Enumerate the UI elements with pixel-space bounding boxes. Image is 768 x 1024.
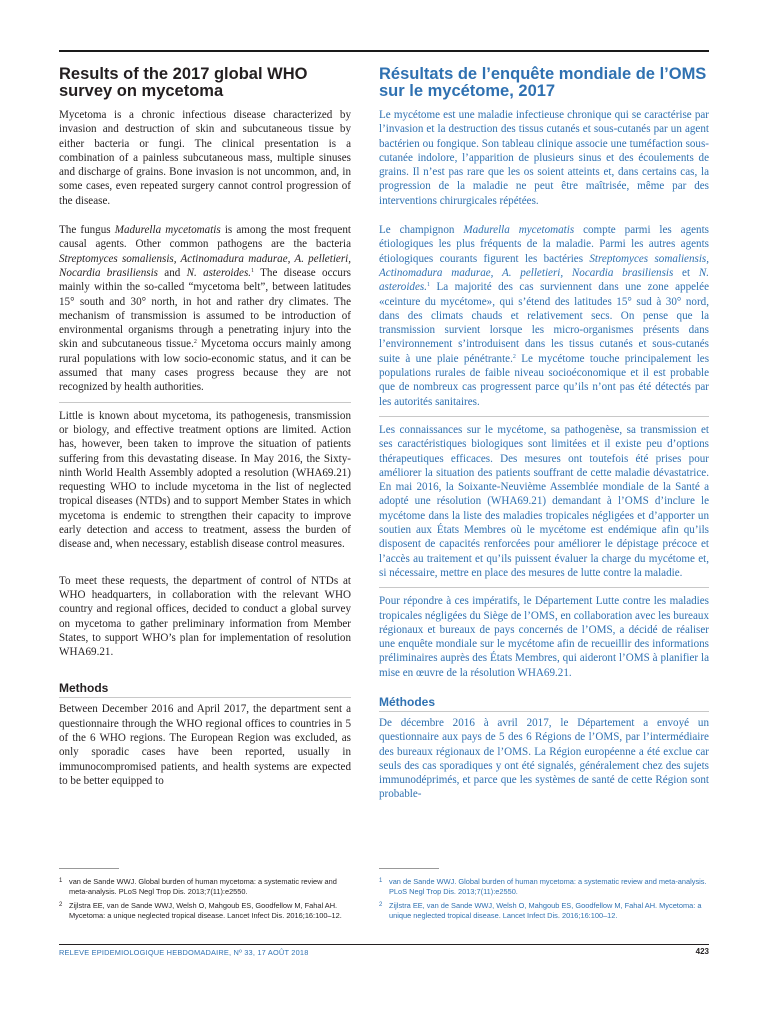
paragraph-en-2: The fungus Madurella mycetomatis is among the most frequent causal agents. Other common pathogens are the bacteria Streptomyces somaliensis, Actinomadura madurae, A. pelletieri, Nocardia brasiliensis and N. asteroides.$^1$ The disease occurs mainly within the so-called “mycetoma belt”, between latitudes 15° south and 30° north, in hot and rather dry climates. The mechanism of transmission is assumed to be introduction of environmental organisms through a penetrating injury into the skin and subcutaneous tissue.$^2$ Mycetoma occurs mainly among rural populations with low socio-economic status, and it can be assumed that many cases progress because they are not recognized by health authorities.	[59, 224, 351, 394]
heading-divider	[379, 711, 709, 712]
page-number: 423	[695, 947, 709, 956]
paragraph-en-5: Between December 2016 and April 2017, the department sent a questionnaire through the WHO regional offices to countries in 5 of the 6 WHO regions. The European Region was excluded, as only sporadic cases have been reported, usually in immunocompromised patients, and health systems are expected to be better equipped to	[59, 703, 351, 787]
english-column	[59, 66, 351, 788]
paragraph-fr-2: Le champignon Madurella mycetomatis compte parmi les agents étiologiques les plus fréquents de la maladie. Parmi les autres agents étiologiques courants figurent les bactéries Streptomyces somaliensis, Actinomadura madurae, A. pelletieri, Nocardia brasiliensis et N. asteroides.$^1$ La majorité des cas surviennent dans une zone appelée «ceinture du mycétome», qui s’étend des latitudes 15° sud à 30° nord, dans des climats chauds et relativement secs. On pense que la transmission survient lorsque les micro-organismes présents dans l’environnement s’introduisent dans les tissus cutanés et sous-cutanés suite à une plaie pénétrante.$^2$ Le mycétome touche principalement les populations rurales de faible niveau socioéconomique et il est probable que de nombreux cas progressent parce qu’ils n’ont pas été détectés par les autorités sanitaires.	[379, 224, 710, 408]
footnote-ref-1: 1	[426, 282, 430, 289]
paragraph-divider	[379, 587, 709, 588]
methods-heading-fr: Méthodes	[379, 694, 436, 709]
methods-heading-en: Methods	[59, 681, 109, 696]
paragraph-en-3: Little is known about mycetoma, its pathogenesis, transmission or biology, and effective treatment options are limited. Action has, however, been taken to improve the situation of patients suffering from this devastating disease. In May 2016, the Sixty-ninth World Health Assembly adopted a resolution (WHA69.21) requesting WHO to include mycetoma in the list of neglected tropical diseases (NTDs) and to support Member States in which mycetoma is endemic to strengthen their capacity to improve early detection and access to treatment, assess the burden of disease and, when necessary, establish disease control measures.	[59, 409, 351, 551]
heading-divider	[59, 697, 351, 698]
footnote-number: 2	[379, 902, 383, 908]
paragraph-fr-5: De décembre 2016 à avril 2017, le Département a envoyé un questionnaire aux pays de 5 des 6 Régions de l’OMS, par l’intermédiaire des bureaux régionaux de l’OMS. La Région européenne a été exclue car seuls des cas sporadiques y ont été signalés, généralement chez des sujets immunodéprimés, et parce que les systèmes de santé de cette Région sont probable-	[379, 716, 709, 801]
footnote-item	[59, 877, 351, 896]
journal-name: RELEVE EPIDEMIOLOGIQUE HEBDOMADAIRE, Nº 33, 17 AOÛT 2018	[59, 948, 309, 957]
footnote-number: 2	[59, 902, 63, 908]
footnote-text: van de Sande WWJ. Global burden of human mycetoma: a systematic review and meta-analysis. PLoS Negl Trop Dis. 2013;7(11):e2550.	[69, 877, 337, 896]
article-title-en: Results of the 2017 global WHO survey on mycetoma	[59, 65, 308, 100]
footnote-text: Zijlstra EE, van de Sande WWJ, Welsh O, Mahgoub ES, Goodfellow M, Fahal AH. Mycetoma: a unique neglected tropical disease. Lancet Infect Dis. 2016;16:100–12.	[69, 901, 342, 920]
footer-rule	[59, 944, 709, 945]
footnotes-en	[59, 868, 351, 925]
french-column	[379, 66, 709, 802]
footnote-item	[379, 901, 709, 920]
top-rule	[59, 50, 709, 52]
footnote-ref-2: 2	[512, 353, 516, 360]
footnote-text: Zijlstra EE, van de Sande WWJ, Welsh O, Mahgoub ES, Goodfellow M, Fahal AH. Mycetoma: a unique neglected tropical disease. Lancet Infect Dis. 2016;16:100–12.	[389, 901, 702, 920]
article-title-fr: Résultats de l’enquête mondiale de l’OMS sur le mycétome, 2017	[379, 65, 707, 100]
footnote-ref-1: 1	[251, 267, 255, 274]
footnote-item	[379, 877, 709, 896]
footnote-rule	[59, 868, 119, 869]
paragraph-fr-1: Le mycétome est une maladie infectieuse chronique qui se caractérise par l’invasion et la destruction des tissus cutanés et sous-cutanés par un agent bactérien ou fongique. Son tableau clinique associe une tuméfaction sous-cutanée indolore, l’apparition de plusieurs sinus et des écoulements de grains. Il n’est pas rare que les os soient atteints et, dans certains cas, la progression de la maladie ne peut être maîtrisée, même par des interventions chirurgicales répétées.	[379, 109, 709, 207]
paragraph-divider	[379, 416, 709, 417]
footnotes-fr	[379, 868, 709, 925]
paragraph-en-1: Mycetoma is a chronic infectious disease characterized by invasion and destruction of skin and subcutaneous tissue by either bacteria or fungi. The clinical presentation is a combination of a painless subcutaneous mass, multiple sinuses and discharge of grains. Bone invasion is not uncommon, and, in some cases, even repeated surgery cannot control progression of the disease.	[59, 109, 351, 207]
footnote-ref-2: 2	[193, 339, 197, 346]
footnote-text: van de Sande WWJ. Global burden of human mycetoma: a systematic review and meta-analysis. PLoS Negl Trop Dis. 2013;7(11):e2550.	[389, 877, 707, 896]
paragraph-divider	[59, 402, 351, 403]
footnote-number: 1	[59, 878, 63, 884]
paragraph-fr-3: Les connaissances sur le mycétome, sa pathogenèse, sa transmission et ses caractéristiques biologiques sont limitées et il existe peu d’options thérapeutiques efficaces. Des mesures ont toutefois été prises pour améliorer la situation des patients souffrant de cette maladie dévastatrice. En mai 2016, la Soixante-Neuvième Assemblée mondiale de la Santé a adopté une résolution (WHA69.21) demandant à l’OMS d’inclure le mycétome dans la liste des maladies tropicales négligées et d’apporter un soutien aux États Membres où le mycétome est endémique afin qu’ils disposent de capacités renforcées pour améliorer le dépistage précoce et l’accès au traitement et qu’ils puissent évaluer la charge du mycétome et, si nécessaire, mettre en place des mesures de lutte contre la maladie.	[379, 423, 709, 579]
paragraph-en-4: To meet these requests, the department of control of NTDs at WHO headquarters, in collaboration with the relevant WHO country and regional offices, decided to conduct a global survey on mycetoma to gather preliminary information from Member States, to support WHO’s plan for implementation of resolution WHA69.21.	[59, 574, 351, 659]
paragraph-fr-4: Pour répondre à ces impératifs, le Département Lutte contre les maladies tropicales négligées du Siège de l’OMS, en collaboration avec les bureaux régionaux et bureaux de pays concernés de l’OMS, a décidé de réaliser une enquête mondiale sur le mycétome afin de recueillir des informations préliminaires auprès des États Membres, qui aideront l’OMS à planifier la mise en œuvre de la résolution WHA69.21.	[379, 595, 709, 679]
footnote-number: 1	[379, 878, 383, 884]
footnote-rule	[379, 868, 439, 869]
footnote-item	[59, 901, 351, 920]
